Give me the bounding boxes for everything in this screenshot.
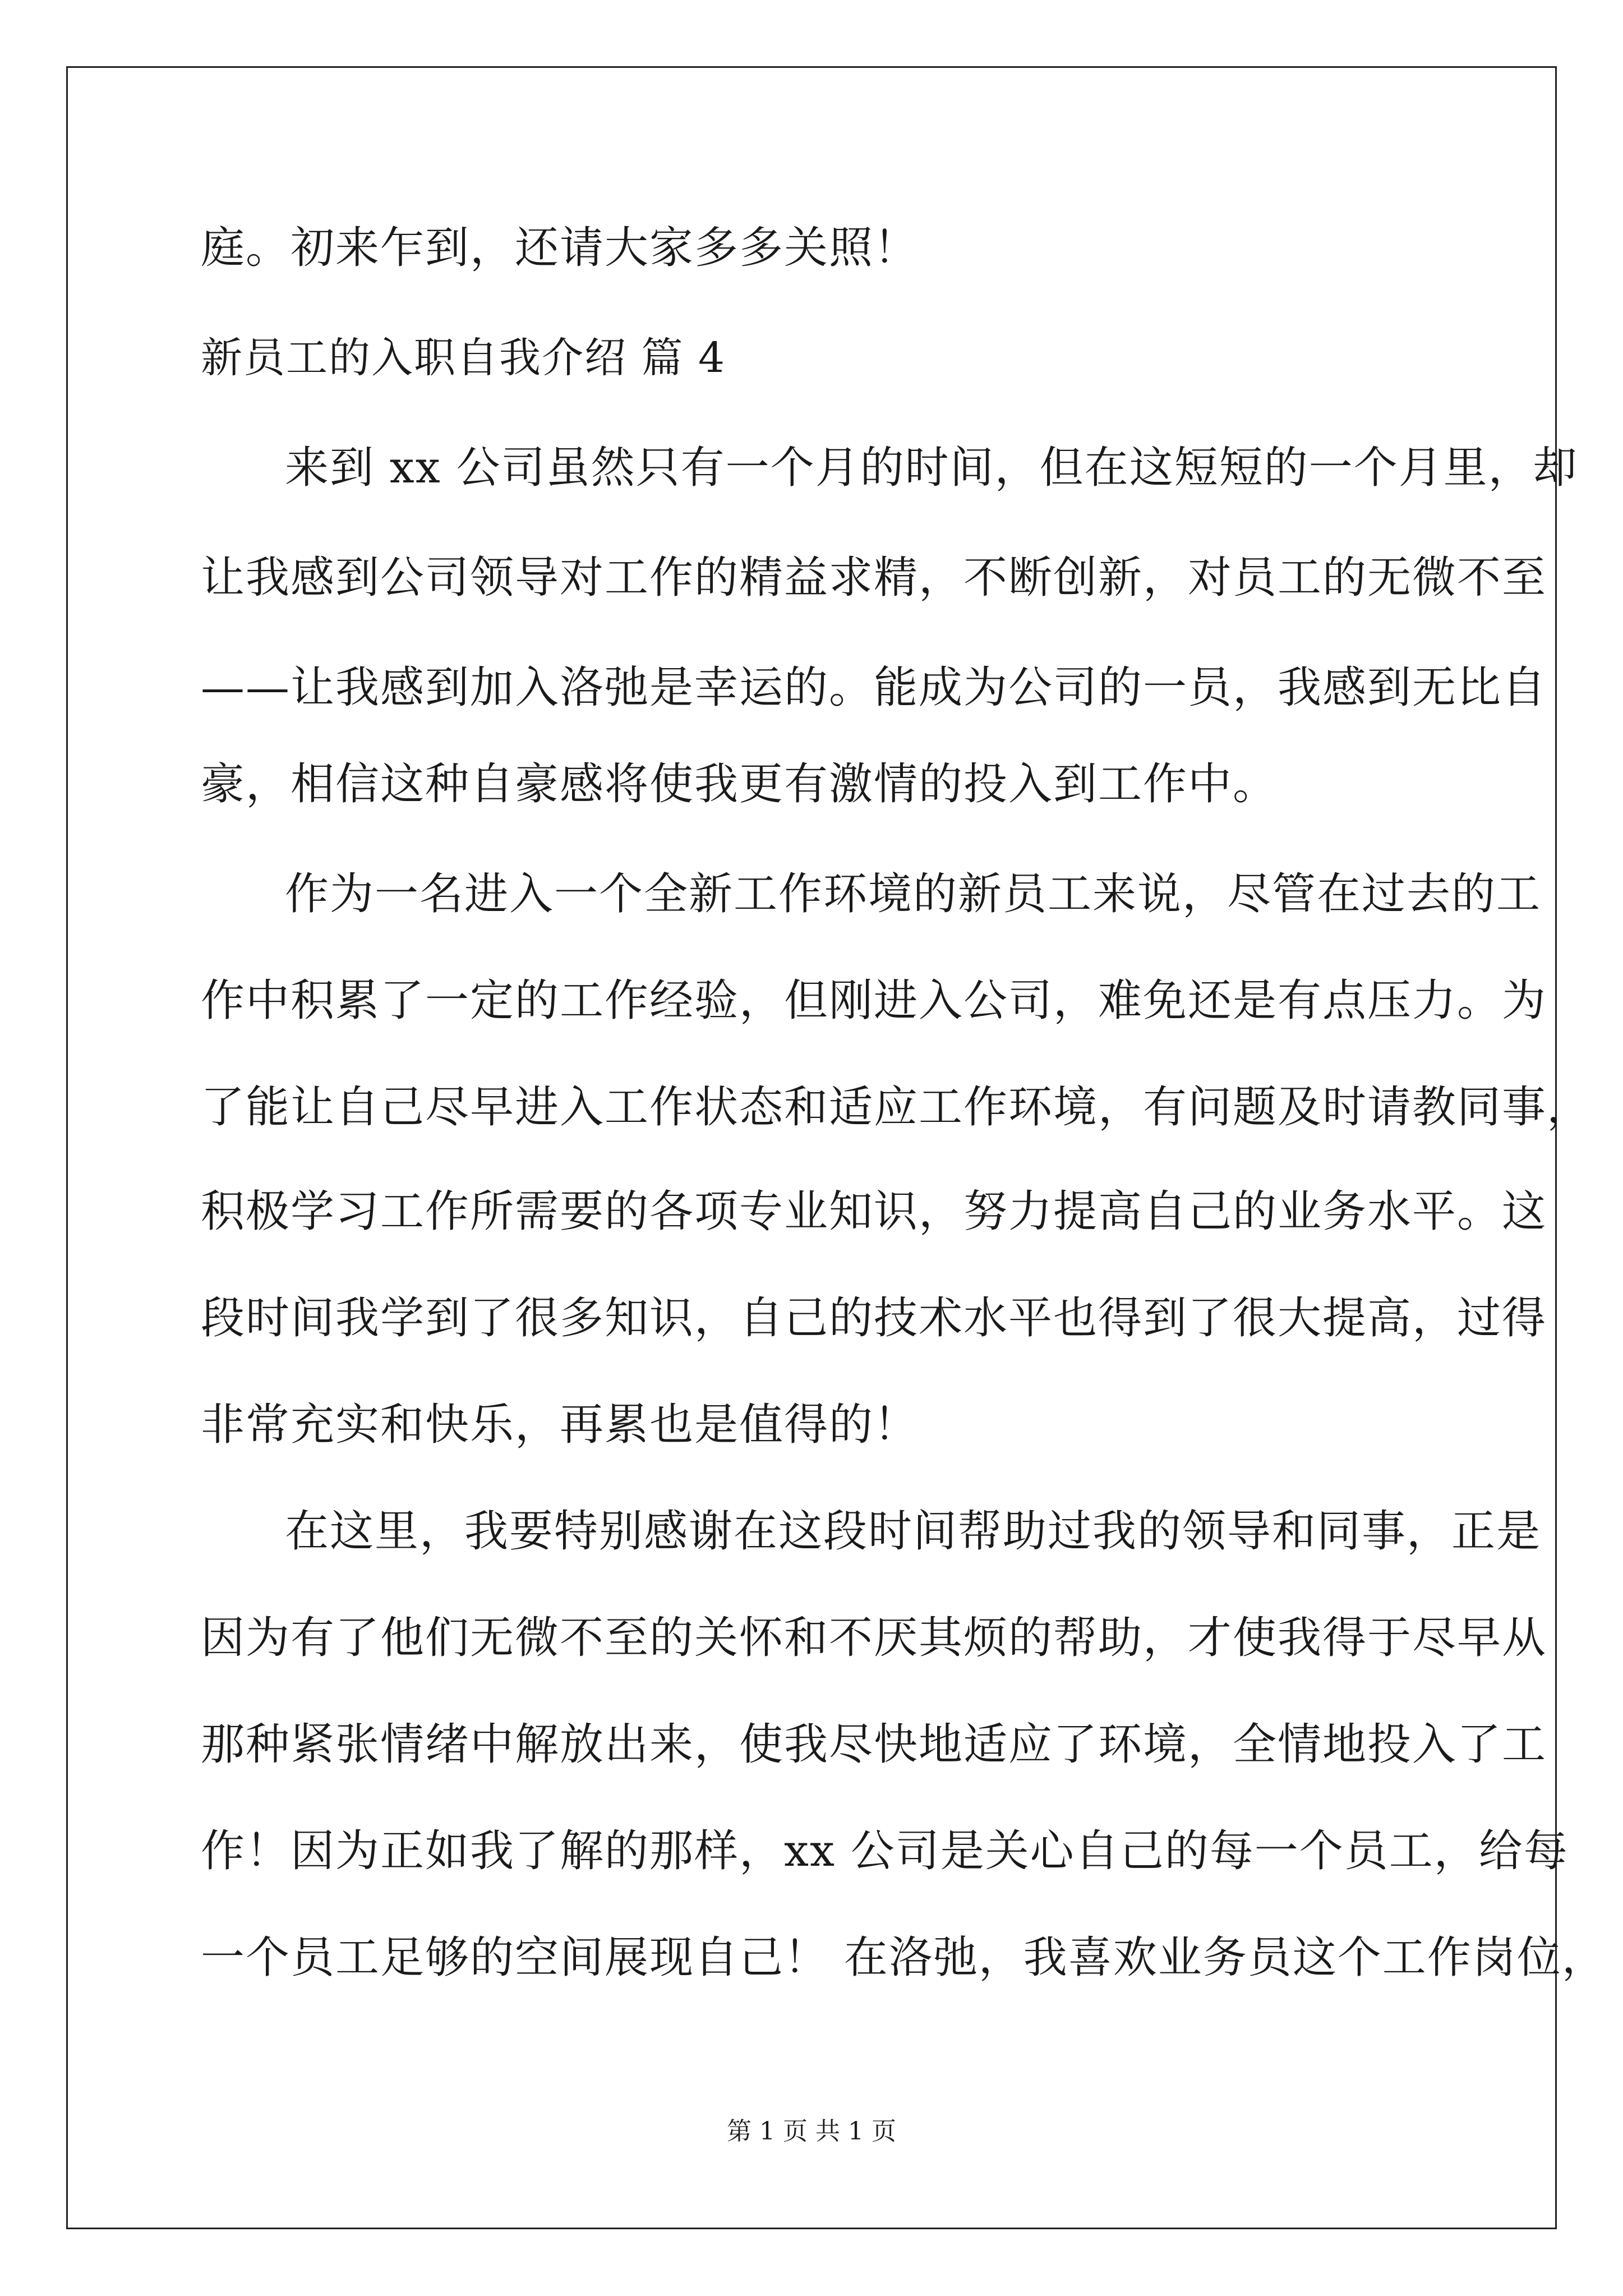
text-line-16: 作！因为正如我了解的那样，xx 公司是关心自己的每一个员工，给每 bbox=[201, 1826, 1569, 1876]
text-line-5: ——让我感到加入洛弛是幸运的。能成为公司的一员，我感到无比自 bbox=[201, 662, 1547, 713]
text-line-7: 作为一名进入一个全新工作环境的新员工来说，尽管在过去的工 bbox=[285, 869, 1542, 919]
text-line-1: 庭。初来乍到，还请大家多多关照！ bbox=[201, 223, 919, 273]
text-line-15: 那种紧张情绪中解放出来，使我尽快地适应了环境，全情地投入了工 bbox=[201, 1719, 1547, 1770]
text-line-10: 积极学习工作所需要的各项专业知识，努力提高自己的业务水平。这 bbox=[201, 1186, 1547, 1237]
text-line-13: 在这里，我要特别感谢在这段时间帮助过我的领导和同事，正是 bbox=[285, 1506, 1542, 1557]
text-line-14: 因为有了他们无微不至的关怀和不厌其烦的帮助，才使我得于尽早从 bbox=[201, 1613, 1547, 1663]
text-line-17: 一个员工足够的空间展现自己！ 在洛弛，我喜欢业务员这个工作岗位， bbox=[201, 1932, 1607, 1983]
page-border bbox=[66, 66, 1557, 2229]
text-line-4: 让我感到公司领导对工作的精益求精，不断创新，对员工的无微不至 bbox=[201, 553, 1547, 603]
section-heading: 新员工的入职自我介绍 篇 4 bbox=[201, 334, 726, 382]
text-line-11: 段时间我学到了很多知识，自己的技术水平也得到了很大提高，过得 bbox=[201, 1293, 1547, 1343]
page-footer: 第 1 页 共 1 页 bbox=[727, 2117, 896, 2146]
text-line-3: 来到 xx 公司虽然只有一个月的时间，但在这短短的一个月里，却 bbox=[285, 443, 1578, 493]
text-line-8: 作中积累了一定的工作经验，但刚进入公司，难免还是有点压力。为 bbox=[201, 976, 1547, 1026]
text-line-12: 非常充实和快乐，再累也是值得的！ bbox=[201, 1400, 919, 1450]
text-line-9: 了能让自己尽早进入工作状态和适应工作环境，有问题及时请教同事， bbox=[201, 1082, 1592, 1133]
text-line-6: 豪，相信这种自豪感将使我更有激情的投入到工作中。 bbox=[201, 759, 1278, 809]
